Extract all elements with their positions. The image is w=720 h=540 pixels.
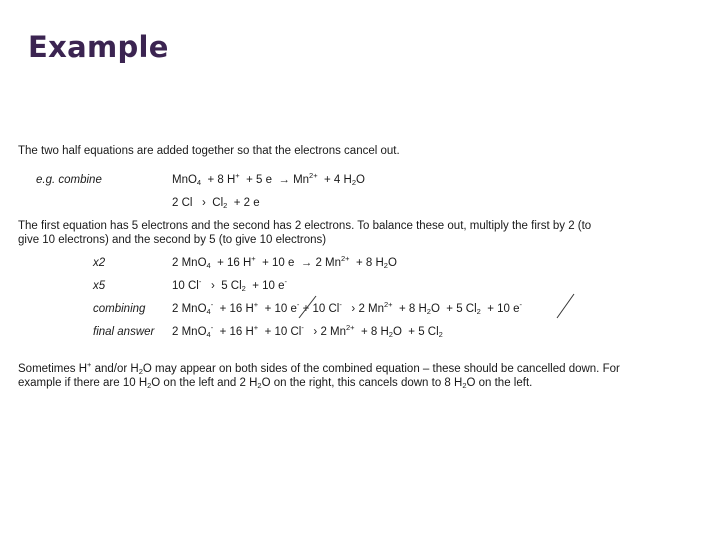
combining-equation: 2 MnO$_4$- + 16 H+ + 10 e- + 10 Cl- › 2 $Mn^{2+} + 8$ $H_2O + 5$ $Cl_2 + 10$ e-: [172, 300, 523, 316]
closing-text-line-2: example if there are 10 $H_2O$ on the left and 2 $H_2O$ on the right, this cancels down to 8 $H_2O$ on the left.: [18, 377, 533, 390]
final-answer-label: final answer: [93, 326, 155, 338]
x5-label: x5: [93, 280, 106, 292]
cancel-stroke-left: [299, 296, 316, 318]
closing-text-line-1: Sometimes H+ and/or $H_2O$ may appear on both sides of the combined equation – these should be cancelled down. For: [18, 360, 620, 376]
x2-equation: 2 MnO$_4$ + 16 H+ + 10 e → 2 $Mn^{2+} + 8$ $H_2O$: [172, 254, 397, 270]
slide-title: Example: [28, 30, 169, 64]
x2-label: x2: [93, 257, 106, 269]
half-equation-2: 2 Cl › $Cl_2 + 2$ e: [172, 197, 260, 210]
half-equation-1: MnO$_4$ + 8 H+ + 5 $e \to Mn^{2+} + 4$ $H_2O$: [172, 171, 365, 187]
x5-equation: 10 Cl- › 5 $Cl_2 + 10$ e-: [172, 277, 287, 293]
final-answer-equation: 2 MnO$_4$- + 16 H+ + 10 Cl- › 2 $Mn^{2+} + 8$ $H_2O + 5$ $Cl_2$: [172, 323, 443, 339]
intro-text: The two half equations are added together so that the electrons cancel out.: [18, 145, 400, 157]
balance-text-line-1: The first equation has 5 electrons and the second has 2 electrons. To balance these out, multiply the first by 2 (to: [18, 220, 592, 232]
combining-label: combining: [93, 303, 146, 315]
cancel-stroke-right: [557, 294, 574, 318]
balance-text-line-2: give 10 electrons) and the second by 5 (to give 10 electrons): [18, 234, 327, 246]
combine-label: e.g. combine: [36, 174, 102, 186]
